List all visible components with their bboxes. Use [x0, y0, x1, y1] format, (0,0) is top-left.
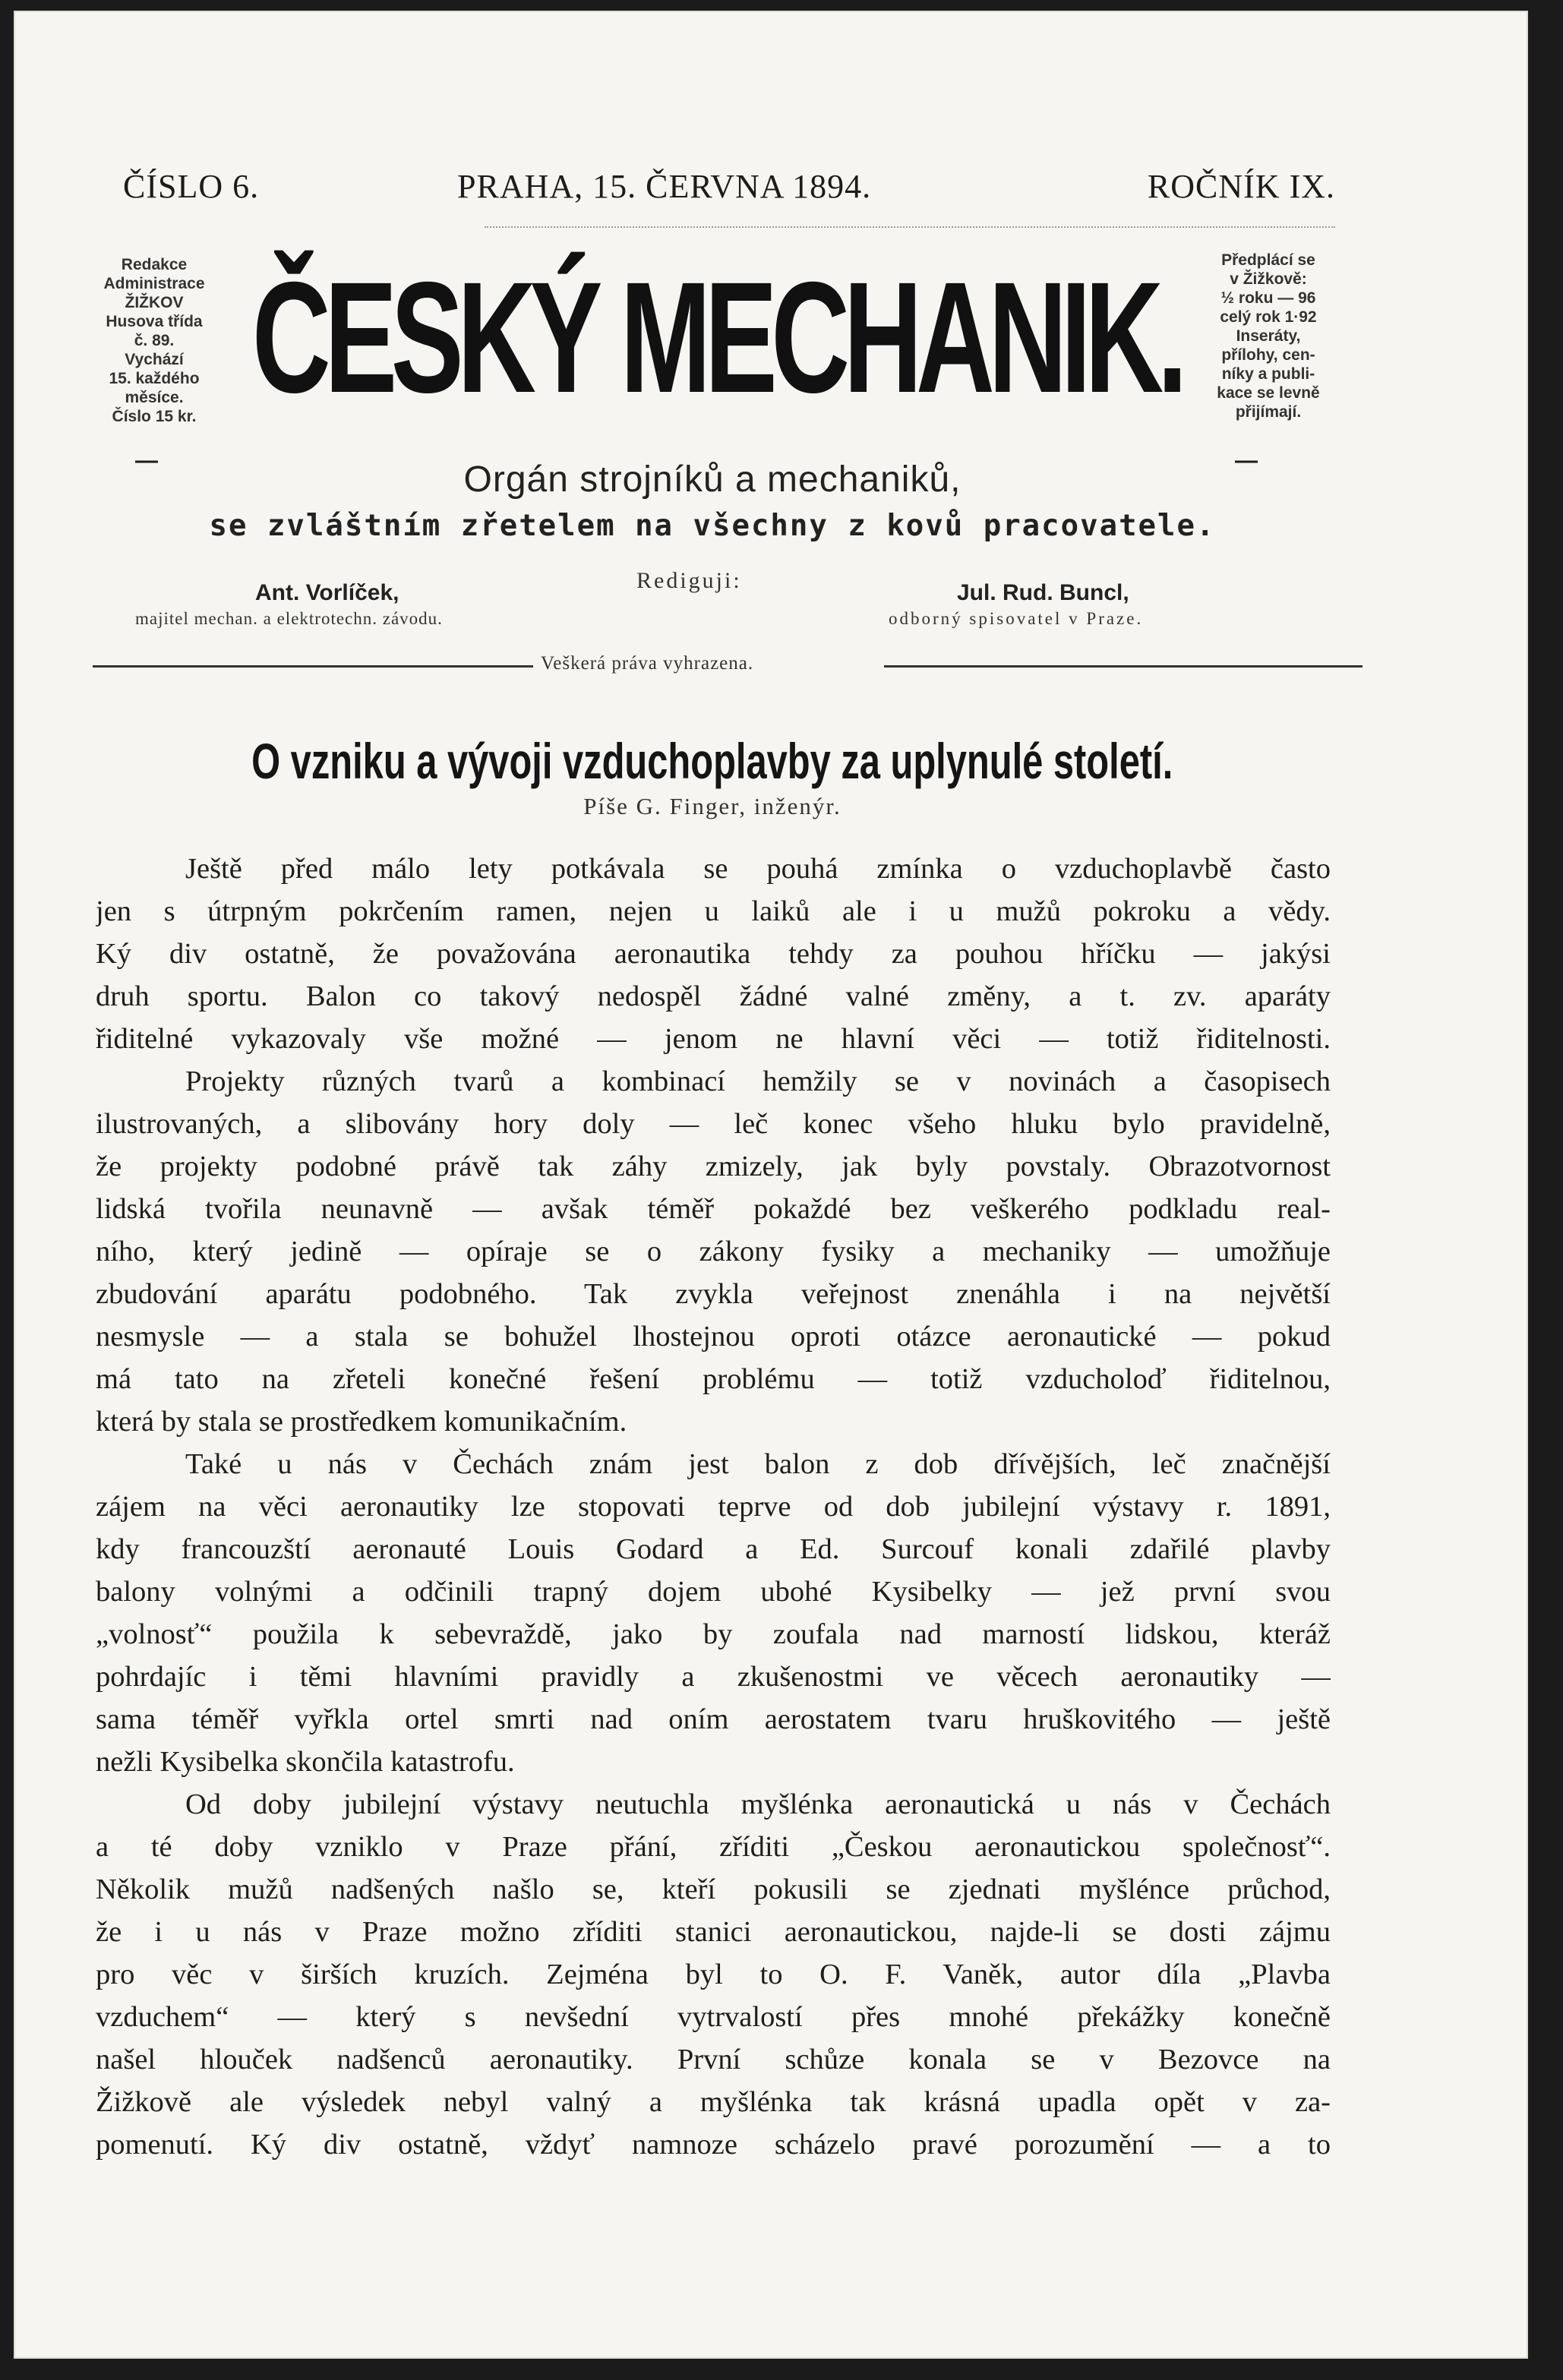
article-line: kdy francouzští aeronauté Louis Godard a Ed. Surcouf konali zdařilé plavby: [96, 1533, 1331, 1565]
subscription-info-line: Inseráty,: [1236, 327, 1301, 345]
article-body: [96, 848, 1331, 2166]
editorial-info-line: Vychází: [125, 351, 184, 368]
article-line: jen s útrpným pokrčením ramen, nejen u laiků ale i u mužů pokroku a vědy.: [96, 895, 1331, 927]
rights-notice: Veškerá práva vyhrazena.: [541, 653, 754, 674]
article-line: která by stala se prostředkem komunikačním.: [96, 1406, 627, 1438]
masthead: [90, 167, 1335, 205]
article-line: nežli Kysibelka skončila katastrofu.: [96, 1746, 515, 1778]
article-line: Projekty různých tvarů a kombinací hemžily se v novinách a časopisech: [185, 1065, 1331, 1097]
article-line: Několik mužů nadšených našlo se, kteří pokusili se zjednati myšlénce průchod,: [96, 1873, 1331, 1905]
editor-2-description: odborný spisovatel v Praze.: [889, 609, 1144, 628]
article-line: že i u nás v Praze možno zříditi stanici aeronautickou, najde-li se dosti zájmu: [96, 1916, 1331, 1948]
article-line: Od doby jubilejní výstavy neutuchla myšlénka aeronautická u nás v Čechách: [185, 1788, 1331, 1820]
place-date: PRAHA, 15. ČERVNA 1894.: [457, 168, 872, 205]
volume-number: ROČNÍK IX.: [1147, 168, 1335, 205]
subtitle-secondary: se zvláštním zřetelem na všechny z kovů pracovatele.: [209, 509, 1216, 543]
subscription-info-line: Předplácí se: [1221, 251, 1315, 269]
article-title-text: O vzniku a vývoji vzduchoplavby za uplynulé století.: [251, 733, 1173, 789]
editorial-info-line: Číslo 15 kr.: [112, 408, 197, 425]
article-line: sama téměř vyřkla ortel smrti nad oním aerostatem tvaru hruškovitého — ještě: [96, 1703, 1331, 1735]
editorial-info-line: Administrace: [103, 275, 205, 292]
article-line: balony volnými a odčinili trapný dojem ubohé Kysibelky — jež první svou: [96, 1576, 1331, 1608]
title-text: ČESKÝ MECHANIK.: [252, 250, 1182, 426]
article-line: vzduchem“ — který s nevšední vytrvalostí přes mnohé překážky konečně: [96, 2001, 1331, 2033]
article-line: Ký div ostatně, že považována aeronautika tehdy za pouhou hříčku — jakýsi: [96, 938, 1331, 970]
editorial-info-line: měsíce.: [125, 389, 184, 406]
article-line: má tato na zřeteli konečné řešení problému — totiž vzducholoď řiditelnou,: [96, 1363, 1331, 1395]
editorial-info: [77, 255, 231, 426]
subscription-info-line: celý rok 1·92: [1220, 308, 1317, 326]
editors-label: Rediguji:: [636, 568, 742, 593]
article-line: ilustrovaných, a slibovány hory doly — leč konec všeho hluku bylo pravidelně,: [96, 1108, 1331, 1140]
masthead-rule: [485, 226, 1335, 228]
editor-2-name: Jul. Rud. Buncl,: [957, 580, 1129, 605]
subscription-info-line: přílohy, cen-: [1221, 346, 1315, 364]
newspaper-title: [252, 235, 1239, 463]
article-line: nesmysle — a stala se bohužel lhostejnou oproti otázce aeronautické — pokud: [96, 1321, 1331, 1353]
article-byline: Píše G. Finger, inženýr.: [583, 793, 841, 819]
editorial-info-line: Husova třída: [106, 313, 203, 330]
newspaper-page: [14, 11, 1528, 2359]
editor-1-name: Ant. Vorlíček,: [255, 580, 399, 605]
article-line: řiditelné vykazovaly vše možné — jenom ne hlavní věci — totiž řiditelnosti.: [96, 1023, 1331, 1055]
article-line: pohrdajíc i těmi hlavními pravidly a zkušenostmi ve věcech aeronautiky —: [96, 1661, 1331, 1693]
left-ornament-dash: —: [135, 448, 158, 473]
article-line: že projekty podobné právě tak záhy zmizely, jak byly povstaly. Obrazotvornost: [96, 1151, 1331, 1182]
article-line: Ještě před málo lety potkávala se pouhá zmínka o vzduchoplavbě často: [185, 853, 1331, 885]
subscription-info-line: ½ roku — 96: [1220, 289, 1316, 307]
rights-rule-left: [93, 665, 533, 668]
article-line: Také u nás v Čechách znám jest balon z dob dřívějších, leč značnější: [185, 1448, 1331, 1480]
article-line: „volnosť“ použila k sebevraždě, jako by zoufala nad marností lidskou, kteráž: [96, 1618, 1331, 1650]
article-line: zbudování aparátu podobného. Tak zvykla veřejnost znenáhla i na největší: [96, 1278, 1331, 1310]
article-line: druh sportu. Balon co takový nedospěl žádné valné změny, a t. zv. aparáty: [96, 980, 1331, 1012]
issue-number: ČÍSLO 6.: [123, 168, 260, 205]
subscription-info-line: přijímají.: [1235, 403, 1302, 421]
article-line: pomenutí. Ký div ostatně, vždyť namnoze scházelo pravé porozumění — a to: [96, 2129, 1331, 2161]
article-line: našel hlouček nadšenců aeronautiky. První schůze konala se v Bezovce na: [96, 2044, 1331, 2075]
subscription-info-line: kace se levně: [1217, 384, 1320, 402]
article-line: Žižkově ale výsledek nebyl valný a myšlénka tak krásná upadla opět v za-: [96, 2086, 1331, 2118]
editorial-info-line: Redakce: [121, 256, 188, 273]
editorial-info-line: 15. každého: [109, 370, 200, 387]
article-line: lidská tvořila neunavně — avšak téměř pokaždé bez veškerého podkladu real-: [96, 1193, 1331, 1225]
article-line: zájem na věci aeronautiky lze stopovati teprve od dob jubilejní výstavy r. 1891,: [96, 1491, 1331, 1523]
right-ornament-dash: —: [1235, 448, 1258, 473]
subtitle: Orgán strojníků a mechaniků,: [463, 459, 961, 500]
editorial-info-line: č. 89.: [134, 332, 175, 349]
article-line: ního, který jedině — opíraje se o zákony fysiky a mechaniky — umožňuje: [96, 1236, 1331, 1267]
subscription-info-line: v Žižkově:: [1230, 270, 1307, 288]
subscription-info-line: níky a publi-: [1221, 365, 1315, 383]
editor-1-description: majitel mechan. a elektrotechn. závodu.: [135, 609, 443, 628]
article-line: a té doby vzniklo v Praze přání, zříditi „Českou aeronautickou společnosť“.: [96, 1831, 1331, 1863]
article-line: pro věc v širších kruzích. Zejména byl to O. F. Vaněk, autor díla „Plavba: [96, 1959, 1331, 1990]
article-title: [90, 732, 1335, 793]
rights-rule-right: [884, 665, 1362, 668]
editorial-info-line: ŽIŽKOV: [125, 294, 184, 311]
